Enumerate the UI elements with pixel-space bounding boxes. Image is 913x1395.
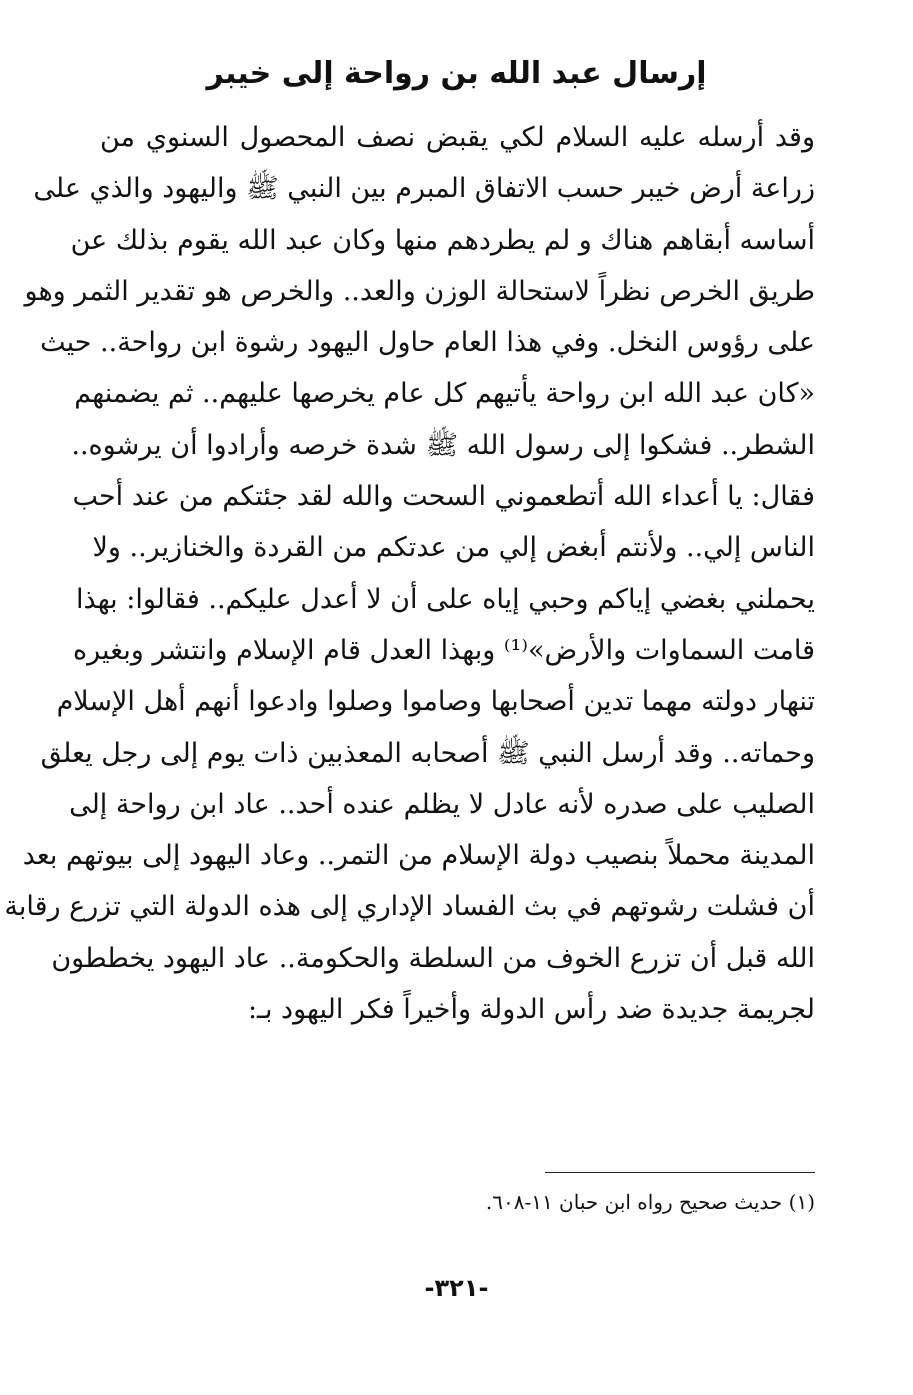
text-line: قامت السماوات والأرض»⁽¹⁾ وبهذا العدل قام الإسلام وانتشر وبغيره	[73, 634, 815, 666]
text-line: على رؤوس النخل. وفي هذا العام حاول اليهود رشوة ابن رواحة.. حيث	[40, 327, 815, 359]
text-line: «كان عبد الله ابن رواحة يأتيهم كل عام يخرصها عليهم.. ثم يضمنهم	[74, 378, 815, 410]
text-line: الصليب على صدره لأنه عادل لا يظلم عنده أحد.. عاد ابن رواحة إلى	[69, 788, 815, 820]
text-line: وقد أرسله عليه السلام لكي يقبض نصف المحصول السنوي من	[100, 122, 815, 153]
text-line: الله قبل أن تزرع الخوف من السلطة والحكومة.. عاد اليهود يخططون	[51, 942, 815, 974]
text-line: لجريمة جديدة ضد رأس الدولة وأخيراً فكر اليهود بـ:	[247, 994, 815, 1026]
text-line: تنهار دولته مهما تدين أصحابها وصاموا وصلوا وادعوا أنهم أهل الإسلام	[56, 686, 815, 718]
section-heading: إرسال عبد الله بن رواحة إلى خيبر	[206, 56, 707, 91]
body-paragraph	[4, 112, 815, 1035]
text-line: الشطر.. فشكوا إلى رسول الله ﷺ شدة خرصه وأرادوا أن يرشوه..	[71, 429, 815, 461]
text-line: الناس إلي.. ولأنتم أبغض إلي من عدتكم من القردة والخنازير.. ولا	[92, 532, 815, 564]
text-line: طريق الخرص نظراً لاستحالة الوزن والعد.. والخرص هو تقدير الثمر وهو	[24, 275, 815, 307]
text-line: وحماته.. وقد أرسل النبي ﷺ أصحابه المعذبين ذات يوم إلى رجل يعلق	[40, 737, 815, 769]
footnote-divider	[545, 1172, 815, 1173]
text-line: أساسه أبقاهم هناك و لم يطردهم منها وكان عبد الله يقوم بذلك عن	[70, 224, 815, 256]
page-number: -٣٢١-	[424, 1274, 489, 1302]
text-line: المدينة محملاً بنصيب دولة الإسلام من التمر.. وعاد اليهود إلى بيوتهم بعد	[22, 840, 815, 872]
text-line: يحملني بغضي إياكم وحبي إياه على أن لا أعدل عليكم.. فقالوا: بهذا	[76, 583, 815, 615]
text-line: فقال: يا أعداء الله أتطعموني السحت والله لقد جئتكم من عند أحب	[72, 481, 815, 513]
text-line: أن فشلت رشوتهم في بث الفساد الإداري إلى هذه الدولة التي تزرع رقابة	[4, 891, 815, 923]
footnote: (١) حديث صحيح رواه ابن حبان ١١-٦٠٨.	[485, 1190, 815, 1214]
text-line: زراعة أرض خيبر حسب الاتفاق المبرم بين النبي ﷺ واليهود والذي على	[33, 173, 815, 205]
